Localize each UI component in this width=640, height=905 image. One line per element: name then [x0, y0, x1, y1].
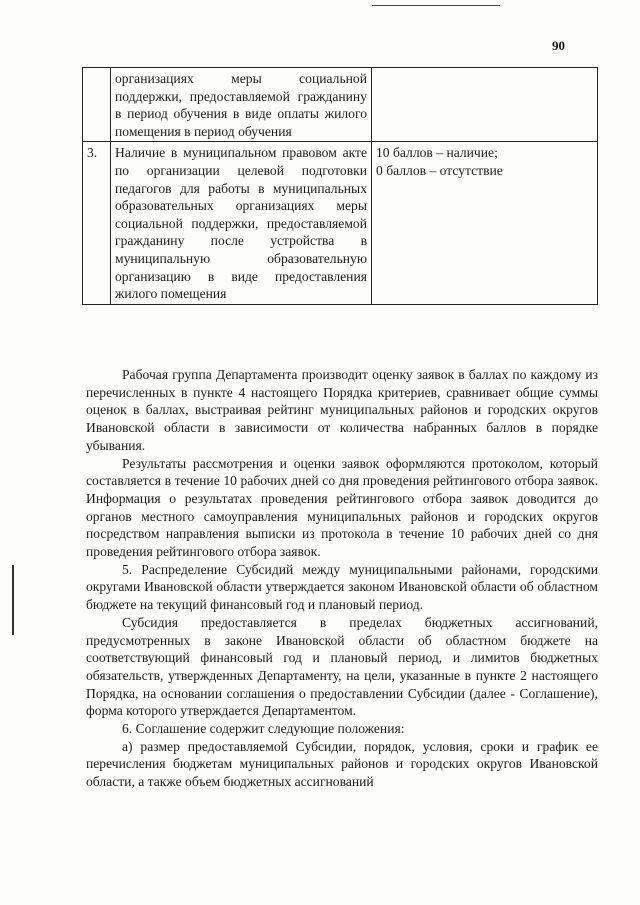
body-text — [86, 366, 598, 791]
row-number: 3. — [83, 142, 111, 304]
paragraph: 5. Распределение Субсидий между муниципальными районами, городскими округами Ивановской области утверждается законом Ивановской области об областном бюджете на текущий финансовый год и плановый период. — [86, 561, 598, 613]
criteria-table — [82, 67, 598, 305]
criterion-text: Наличие в муниципальном правовом акте по организации целевой подготовки педагогов для работы в муниципальных образовательных организациях меры социальной поддержки, предоставляемой гражданину после устройства в муниципальную образовательную организацию в виде предоставления жилого помещения — [111, 142, 372, 304]
score-cell — [372, 142, 598, 304]
table-row — [83, 142, 598, 304]
paragraph: Субсидия предоставляется в пределах бюджетных ассигнований, предусмотренных в законе Ивановской области об областном бюджете на соответствующий финансовый год и плановый период, и лимитов бюджетных обязательств, утвержденных Департаменту, на цели, указанные в пункте 2 настоящего Порядка, на основании соглашения о предоставлении Субсидии (далее - Соглашение), форма которого утверждается Департаментом. — [86, 614, 598, 719]
row-number — [83, 68, 111, 142]
table-row — [83, 68, 598, 142]
score-line: 10 баллов – наличие; — [376, 145, 498, 161]
score-cell — [372, 68, 598, 142]
scan-margin-mark — [12, 565, 14, 635]
paragraph: а) размер предоставляемой Субсидии, порядок, условия, сроки и график ее перечисления бюджетам муниципальных районов и городских округов Ивановской области, а также объем бюджетных ассигнований — [86, 738, 598, 790]
criterion-text: организациях меры социальной поддержки, предоставляемой гражданину в период обучения в виде оплаты жилого помещения в период обучения — [111, 68, 372, 142]
paragraph: Результаты рассмотрения и оценки заявок оформляются протоколом, который составляется в течение 10 рабочих дней со дня проведения рейтингового отбора заявок. Информация о результатах проведения рейтингового отбора заявок доводится до органов местного самоуправления муниципальных районов и городских округов посредством направления выписки из протокола в течение 10 рабочих дней со дня проведения рейтингового отбора заявок. — [86, 455, 598, 560]
scan-top-mark — [372, 5, 500, 6]
paragraph: 6. Соглашение содержит следующие положения: — [122, 721, 405, 737]
page-number: 90 — [552, 38, 565, 53]
paragraph: Рабочая группа Департамента производит оценку заявок в баллах по каждому из перечисленных в пункте 4 настоящего Порядка критериев, сравнивает общие суммы оценок в баллах, выстраивая рейтинг муниципальных районов и городских округов Ивановской области в зависимости от количества набранных баллов в порядке убывания. — [86, 367, 598, 453]
score-line: 0 баллов – отсутствие — [376, 162, 503, 178]
